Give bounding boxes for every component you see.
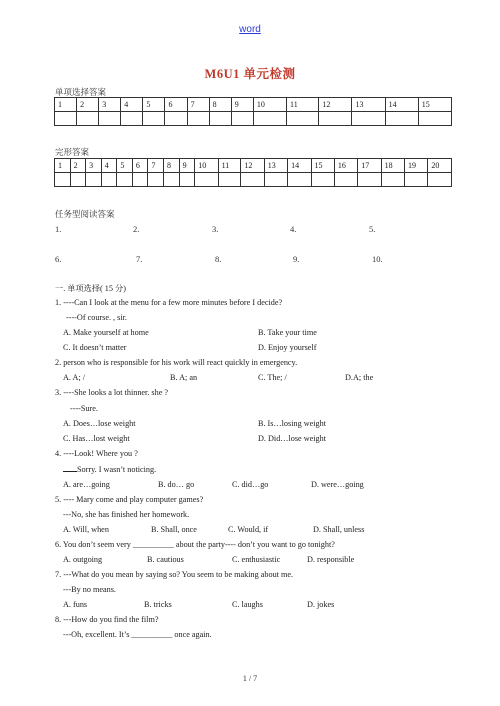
section-heading: 一. 单项选择( 15 分) bbox=[55, 284, 126, 293]
table-cell: 17 bbox=[358, 159, 381, 173]
option-d: D. responsible bbox=[307, 555, 355, 564]
table-row bbox=[55, 159, 452, 173]
table-cell: 18 bbox=[381, 159, 404, 173]
answer-cell[interactable] bbox=[381, 173, 404, 187]
task-answer-8: 8. bbox=[215, 254, 222, 264]
table-row bbox=[55, 173, 452, 187]
table-cell: 14 bbox=[385, 98, 418, 112]
answer-cell[interactable] bbox=[117, 173, 133, 187]
option-c: C. Has…lost weight bbox=[63, 434, 130, 443]
table-cell: 4 bbox=[121, 98, 143, 112]
question-stem: 1. ----Can I look at the menu for a few more minutes before I decide? bbox=[55, 298, 283, 307]
table-cell: 11 bbox=[286, 98, 318, 112]
table-cell: 9 bbox=[231, 98, 253, 112]
answer-cell[interactable] bbox=[195, 173, 218, 187]
option-b: B. Shall, once bbox=[151, 525, 197, 534]
mc-answers-label: 单项选择答案 bbox=[55, 87, 107, 97]
answer-cell[interactable] bbox=[99, 112, 121, 126]
answer-cell[interactable] bbox=[70, 173, 86, 187]
answer-cell[interactable] bbox=[241, 173, 264, 187]
question-stem: 6. You don’t seem very __________ about the party---- don’t you want to go tonight? bbox=[55, 540, 335, 549]
option-b: B. tricks bbox=[144, 600, 172, 609]
cloze-answers-label: 完形答案 bbox=[55, 147, 90, 157]
table-cell: 14 bbox=[288, 159, 311, 173]
question-stem: ----Of course. , sir. bbox=[66, 313, 127, 322]
header-link[interactable]: word bbox=[239, 24, 261, 35]
table-cell: 5 bbox=[143, 98, 165, 112]
question-stem: ----Sure. bbox=[70, 404, 98, 413]
answer-cell[interactable] bbox=[358, 173, 381, 187]
table-cell: 19 bbox=[405, 159, 428, 173]
answer-cell[interactable] bbox=[121, 112, 143, 126]
option-c: C. Would, if bbox=[228, 525, 269, 534]
page-title: M6U1 单元检测 bbox=[204, 67, 296, 81]
answer-cell[interactable] bbox=[405, 173, 428, 187]
table-cell: 5 bbox=[117, 159, 133, 173]
table-cell: 6 bbox=[132, 159, 148, 173]
table-cell: 10 bbox=[253, 98, 286, 112]
option-b: B. Is…losing weight bbox=[258, 419, 327, 428]
answer-cell[interactable] bbox=[311, 173, 334, 187]
table-cell: 6 bbox=[165, 98, 187, 112]
question-stem: 5. ---- Mary come and play computer games? bbox=[55, 495, 204, 504]
task-answer-4: 4. bbox=[290, 224, 297, 234]
option-c: C. The; / bbox=[258, 373, 287, 382]
option-c: C. It doesn’t matter bbox=[63, 343, 127, 352]
question-stem-line bbox=[63, 464, 156, 475]
question-stem: 2. person who is responsible for his work will react quickly in emergency. bbox=[55, 358, 298, 367]
question-stem: 7. ---What do you mean by saying so? You seem to be making about me. bbox=[55, 570, 294, 579]
task-answer-9: 9. bbox=[293, 254, 300, 264]
option-a: A. are…going bbox=[63, 480, 110, 489]
option-c: C. did…go bbox=[232, 480, 269, 489]
option-d: D. Enjoy yourself bbox=[258, 343, 317, 352]
answer-cell[interactable] bbox=[187, 112, 209, 126]
table-cell: 11 bbox=[218, 159, 241, 173]
answer-blank[interactable] bbox=[63, 471, 77, 472]
answer-cell[interactable] bbox=[209, 112, 231, 126]
table-cell: 3 bbox=[99, 98, 121, 112]
option-a: A. Will, when bbox=[63, 525, 109, 534]
task-answer-6: 6. bbox=[55, 254, 62, 264]
answer-cell[interactable] bbox=[218, 173, 241, 187]
option-a: A. Make yourself at home bbox=[63, 328, 149, 337]
table-cell: 1 bbox=[55, 159, 71, 173]
page-number: 1 / 7 bbox=[242, 674, 258, 683]
table-cell: 1 bbox=[55, 98, 77, 112]
answer-cell[interactable] bbox=[86, 173, 102, 187]
answer-cell[interactable] bbox=[428, 173, 452, 187]
task-answer-2: 2. bbox=[133, 224, 140, 234]
answer-cell[interactable] bbox=[179, 173, 195, 187]
answer-cell[interactable] bbox=[55, 173, 71, 187]
answer-cell[interactable] bbox=[132, 173, 148, 187]
table-cell: 2 bbox=[70, 159, 86, 173]
table-cell: 13 bbox=[264, 159, 287, 173]
option-a: A. outgoing bbox=[63, 555, 103, 564]
option-b: B. cautious bbox=[147, 555, 184, 564]
answer-cell[interactable] bbox=[264, 173, 287, 187]
table-cell: 12 bbox=[319, 98, 352, 112]
table-cell: 20 bbox=[428, 159, 452, 173]
question-stem: 4. ----Look! Where you ? bbox=[55, 449, 138, 458]
task-reading-label: 任务型阅读答案 bbox=[55, 209, 115, 219]
task-answer-3: 3. bbox=[212, 224, 219, 234]
option-a: A. A; / bbox=[63, 373, 86, 382]
table-cell: 7 bbox=[148, 159, 164, 173]
answer-cell[interactable] bbox=[143, 112, 165, 126]
table-row bbox=[55, 112, 452, 126]
table-cell: 9 bbox=[179, 159, 195, 173]
answer-cell[interactable] bbox=[148, 173, 164, 187]
answer-cell[interactable] bbox=[101, 173, 117, 187]
question-stem: ---By no means. bbox=[63, 585, 116, 594]
table-cell: 16 bbox=[334, 159, 357, 173]
task-answer-5: 5. bbox=[369, 224, 376, 234]
answer-cell[interactable] bbox=[288, 173, 311, 187]
table-cell: 7 bbox=[187, 98, 209, 112]
option-b: B. do… go bbox=[158, 480, 195, 489]
question-stem: 8. ---How do you find the film? bbox=[55, 615, 159, 624]
answer-cell[interactable] bbox=[385, 112, 418, 126]
table-cell: 10 bbox=[195, 159, 218, 173]
task-answer-1: 1. bbox=[55, 224, 62, 234]
table-cell: 2 bbox=[77, 98, 99, 112]
question-stem: 3. ----She looks a lot thinner. she ? bbox=[55, 388, 169, 397]
cloze-answer-table bbox=[54, 158, 452, 187]
mc-answer-table bbox=[54, 97, 452, 126]
option-b: B. Take your time bbox=[258, 328, 317, 337]
table-cell: 3 bbox=[86, 159, 102, 173]
answer-cell[interactable] bbox=[164, 173, 180, 187]
table-cell: 8 bbox=[164, 159, 180, 173]
option-d: D. Shall, unless bbox=[313, 525, 365, 534]
answer-cell[interactable] bbox=[334, 173, 357, 187]
question-stem: ---No, she has finished her homework. bbox=[63, 510, 190, 519]
task-answer-10: 10. bbox=[372, 254, 383, 264]
table-cell: 13 bbox=[352, 98, 385, 112]
answer-cell[interactable] bbox=[319, 112, 352, 126]
option-c: C. enthusiastic bbox=[232, 555, 281, 564]
option-d: D. Did…lose weight bbox=[258, 434, 326, 443]
answer-cell[interactable] bbox=[165, 112, 187, 126]
task-answer-7: 7. bbox=[136, 254, 143, 264]
answer-cell[interactable] bbox=[55, 112, 77, 126]
option-b: B. A; an bbox=[170, 373, 198, 382]
question-stem: ---Oh, excellent. It’s __________ once again. bbox=[63, 630, 212, 639]
question-stem: Sorry. I wasn’t noticing. bbox=[77, 465, 157, 474]
answer-cell[interactable] bbox=[77, 112, 99, 126]
option-a: A. funs bbox=[63, 600, 88, 609]
table-cell: 12 bbox=[241, 159, 264, 173]
option-d: D. were…going bbox=[311, 480, 364, 489]
answer-cell[interactable] bbox=[418, 112, 451, 126]
answer-cell[interactable] bbox=[253, 112, 286, 126]
option-d: D. jokes bbox=[307, 600, 335, 609]
answer-cell[interactable] bbox=[286, 112, 318, 126]
table-cell: 4 bbox=[101, 159, 117, 173]
option-a: A. Does…lose weight bbox=[63, 419, 136, 428]
table-cell: 8 bbox=[209, 98, 231, 112]
option-d: D.A; the bbox=[345, 373, 374, 382]
option-c: C. laughs bbox=[232, 600, 263, 609]
table-row bbox=[55, 98, 452, 112]
table-cell: 15 bbox=[418, 98, 451, 112]
table-cell: 15 bbox=[311, 159, 334, 173]
answer-cell[interactable] bbox=[352, 112, 385, 126]
answer-cell[interactable] bbox=[231, 112, 253, 126]
